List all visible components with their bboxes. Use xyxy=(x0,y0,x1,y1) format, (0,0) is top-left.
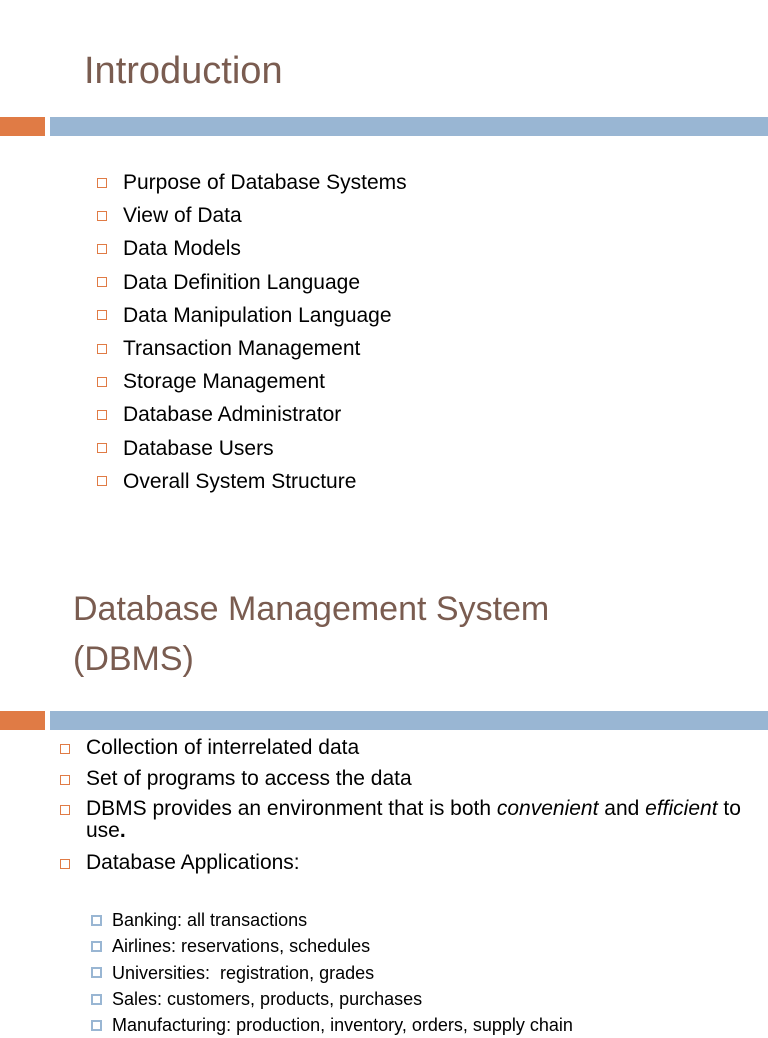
square-bullet-icon xyxy=(91,994,102,1005)
slide-dbms xyxy=(0,560,768,1036)
list-item-text xyxy=(86,798,750,842)
text-part: to use xyxy=(86,797,741,842)
square-bullet-icon xyxy=(97,211,107,221)
square-bullet-icon xyxy=(60,859,70,869)
text-part: and xyxy=(598,797,646,820)
list-item xyxy=(97,266,407,299)
sub-list-item xyxy=(91,960,573,986)
list-item-text: Collection of interrelated data xyxy=(86,736,360,759)
dbms-list xyxy=(60,737,750,883)
list-item-text: Database Administrator xyxy=(123,403,342,427)
list-item-text: Data Models xyxy=(123,237,241,261)
square-bullet-icon xyxy=(97,476,107,486)
list-item xyxy=(97,432,407,465)
list-item xyxy=(97,365,407,398)
slide-title-line2: (DBMS) xyxy=(73,640,194,678)
accent-bar-blue xyxy=(50,711,768,730)
square-bullet-icon xyxy=(60,744,70,754)
list-item-text: Database Users xyxy=(123,436,274,460)
square-bullet-icon xyxy=(97,277,107,287)
slide-title-line1: Database Management System xyxy=(73,590,550,628)
square-bullet-icon xyxy=(91,967,102,978)
list-item xyxy=(97,232,407,265)
list-item xyxy=(60,768,750,790)
list-item-text: Database Applications: xyxy=(86,851,300,874)
square-bullet-icon xyxy=(97,344,107,354)
square-bullet-icon xyxy=(97,244,107,254)
application-list xyxy=(91,907,573,1038)
list-item-text: Storage Management xyxy=(123,370,325,394)
list-item-text: View of Data xyxy=(123,204,242,228)
square-bullet-icon xyxy=(91,1020,102,1031)
accent-bar-orange xyxy=(0,117,45,136)
topic-list xyxy=(97,166,407,498)
slide-title xyxy=(73,584,549,684)
sub-list-item xyxy=(91,986,573,1012)
list-item xyxy=(97,166,407,199)
accent-bar-blue xyxy=(50,117,768,136)
sub-list-item-text: Manufacturing: production, inventory, orders, supply chain xyxy=(112,1015,573,1036)
sub-list-item-text: Sales: customers, products, purchases xyxy=(112,988,423,1009)
accent-bar-orange xyxy=(0,711,45,730)
text-emphasis: convenient xyxy=(496,797,599,820)
list-item xyxy=(97,465,407,498)
square-bullet-icon xyxy=(91,941,102,952)
sub-list-item-text: Airlines: reservations, schedules xyxy=(112,936,371,957)
list-item xyxy=(60,798,750,842)
list-item-text: Purpose of Database Systems xyxy=(123,171,407,194)
list-item-text: Transaction Management xyxy=(123,336,361,360)
sub-list-item-text: Banking: all transactions xyxy=(112,910,308,930)
sub-list-item-text: Universities: registration, grades xyxy=(112,962,375,983)
list-item xyxy=(97,199,407,232)
sub-list-item xyxy=(91,1012,573,1038)
square-bullet-icon xyxy=(97,443,107,453)
square-bullet-icon xyxy=(97,310,107,320)
square-bullet-icon xyxy=(60,775,70,785)
sub-list-item xyxy=(91,933,573,959)
list-item xyxy=(97,332,407,365)
list-item-text: Data Definition Language xyxy=(123,270,361,294)
square-bullet-icon xyxy=(91,915,102,926)
square-bullet-icon xyxy=(97,178,107,188)
text-period: . xyxy=(119,819,126,842)
list-item xyxy=(60,737,750,759)
square-bullet-icon xyxy=(97,410,107,420)
list-item xyxy=(97,398,407,431)
list-item-text: Overall System Structure xyxy=(123,469,357,493)
sub-list-item xyxy=(91,907,573,933)
list-item xyxy=(97,299,407,332)
text-part: DBMS provides an environment that is both xyxy=(86,797,497,820)
square-bullet-icon xyxy=(60,805,70,815)
list-item-text: Data Manipulation Language xyxy=(123,303,392,327)
square-bullet-icon xyxy=(97,377,107,387)
slide-title: Introduction xyxy=(84,50,283,92)
text-emphasis: efficient xyxy=(645,797,718,820)
list-item xyxy=(60,852,750,874)
list-item-text: Set of programs to access the data xyxy=(86,766,412,790)
